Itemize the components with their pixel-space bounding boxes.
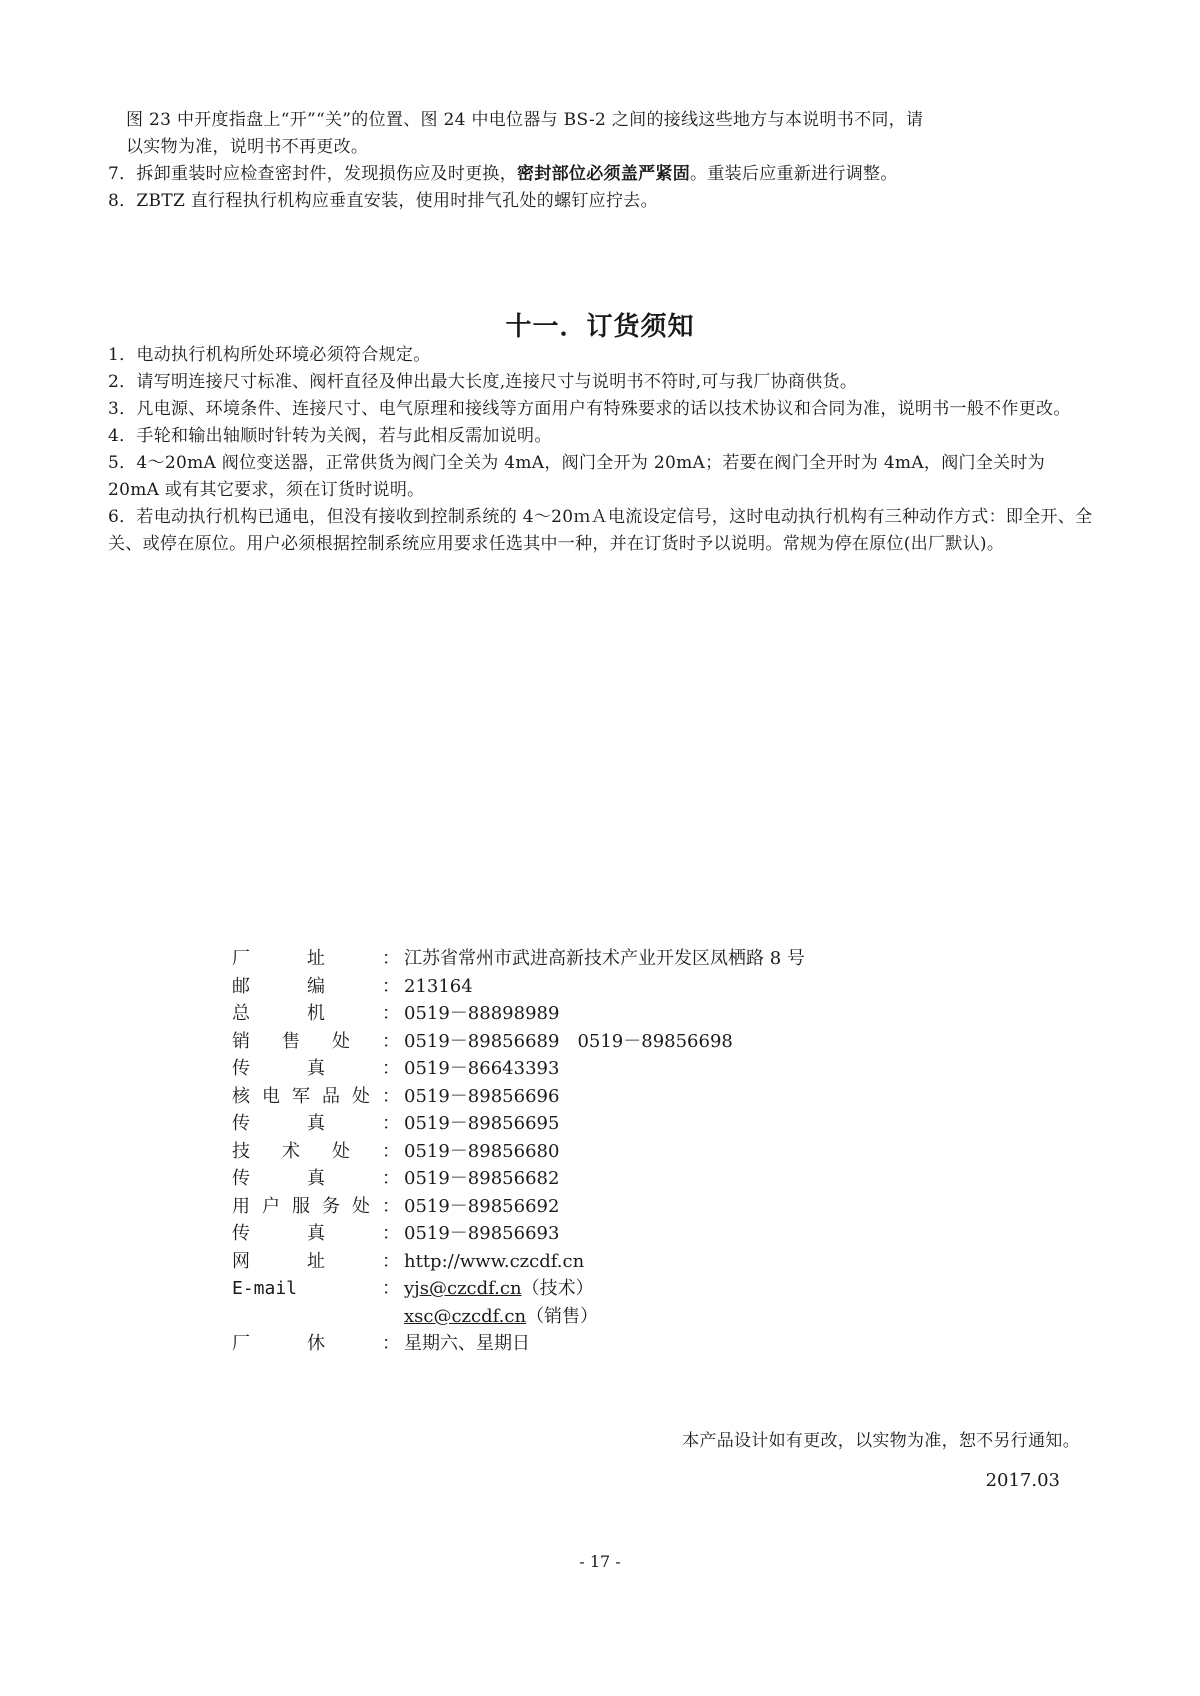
contact-label: 传真： [232,1168,400,1189]
design-change-notice: 本产品设计如有更改，以实物为准，恕不另行通知。 [682,1431,1080,1451]
contact-value: 0519－89856695 [404,1113,560,1134]
contact-row-website [232,1248,932,1276]
note-item-7 [108,161,1098,188]
contact-value: 213164 [404,975,473,997]
email-link-technical[interactable]: yjs@czcdf.cn [404,1278,522,1299]
contact-row-fax-service [232,1220,932,1248]
order-item-4: 4．手轮和输出轴顺时针转为关阀，若与此相反需加说明。 [108,426,552,446]
contact-value: 0519－89856682 [404,1168,560,1189]
contact-value-group [404,1303,932,1331]
contact-row-fax-technical [232,1165,932,1193]
contact-label: 厂址： [232,948,400,969]
note-continuation-line-2: 以实物为准，说明书不再更改。 [126,137,369,157]
contact-label: 网址： [232,1250,400,1272]
contact-value: 0519－89856696 [404,1085,560,1107]
contact-info [232,945,932,1358]
order-item-3: 3．凡电源、环境条件、连接尺寸、电气原理和接线等方面用户有特殊要求的话以技术协议和合同为准，说明书一般不作更改。 [108,399,1071,419]
order-item-2: 2．请写明连接尺寸标准、阀杆直径及伸出最大长度,连接尺寸与说明书不符时,可与我厂协商供货。 [108,372,858,392]
document-date: 2017.03 [985,1470,1060,1491]
contact-row-closed-days [232,1330,932,1358]
page-number: - 17 - [579,1552,621,1571]
contact-value: 0519－89856689 [404,1030,560,1052]
contact-label: 邮编： [232,975,400,997]
email-note: （技术） [521,1278,594,1299]
section-title: 十一．订货须知 [505,312,695,342]
contact-value-group [404,1028,932,1056]
contact-value: 0519－88898989 [404,1003,560,1024]
contact-row-fax-nuclear [232,1110,932,1138]
contact-label: 传真： [232,1113,400,1134]
contact-label: 用户服务处： [232,1195,400,1217]
order-item-6: 6．若电动执行机构已通电，但没有接收到控制系统的 4～20ｍＡ电流设定信号，这时电动执行机构有三种动作方式：即全开、全关、或停在原位。用户必须根据控制系统应用要求任选其中一种，并在订货时予以说明。常规为停在原位(出厂默认)。 [108,507,1093,554]
order-item-1: 1．电动执行机构所处环境必须符合规定。 [108,345,431,365]
contact-value: 江苏省常州市武进高新技术产业开发区凤栖路 8 号 [404,948,805,969]
note-item-7-emphasis: 密封部位必须盖严紧固 [517,164,691,184]
contact-row-email-sales [232,1303,932,1331]
contact-label: 技术处： [232,1140,400,1162]
contact-label: 核电军品处： [232,1085,400,1107]
contact-row-email-technical [232,1275,932,1303]
contact-value: 星期六、星期日 [404,1333,530,1354]
order-notes-list [108,342,1098,558]
contact-row-nuclear-military [232,1083,932,1111]
contact-row-customer-service [232,1193,932,1221]
contact-value: 0519－89856693 [404,1223,560,1244]
contact-row-address [232,945,932,973]
note-continuation-line-1: 图 23 中开度指盘上“开”“关”的位置、图 24 中电位器与 BS-2 之间的接线这些地方与本说明书不同，请 [126,110,924,130]
contact-label: 传真： [232,1058,400,1079]
note-item-7-text: 7．拆卸重装时应检查密封件，发现损伤应及时更换， [108,164,518,184]
contact-label: 传真： [232,1223,400,1244]
email-link-sales[interactable]: xsc@czcdf.cn [404,1305,527,1327]
contact-row-sales [232,1028,932,1056]
maintenance-notes [108,107,1098,215]
contact-value: 0519－89856680 [404,1140,560,1162]
contact-row-switchboard [232,1000,932,1028]
contact-label: 销售处： [232,1030,400,1052]
contact-label [232,1303,404,1331]
contact-row-postcode [232,973,932,1001]
order-item-5: 5．4～20mA 阀位变送器，正常供货为阀门全关为 4mA，阀门全开为 20mA；若要在阀门全开时为 4mA，阀门全关时为 20mA 或有其它要求，须在订货时说明。 [108,453,1046,500]
contact-value: 0519－86643393 [404,1058,560,1079]
contact-label: 总机： [232,1003,400,1024]
email-note: （销售） [526,1305,599,1327]
contact-value-group [404,1275,932,1303]
contact-value-secondary: 0519－89856698 [577,1030,733,1052]
contact-label: 厂休： [232,1333,400,1354]
note-item-8: 8．ZBTZ 直行程执行机构应垂直安装，使用时排气孔处的螺钉应拧去。 [108,191,658,211]
note-item-7-tail: 。重装后应重新进行调整。 [690,164,898,184]
contact-row-technical [232,1138,932,1166]
contact-value: 0519－89856692 [404,1195,560,1217]
contact-row-fax-sales [232,1055,932,1083]
contact-label: E-mail： [232,1278,400,1299]
website-link[interactable]: http://www.czcdf.cn [404,1250,585,1272]
